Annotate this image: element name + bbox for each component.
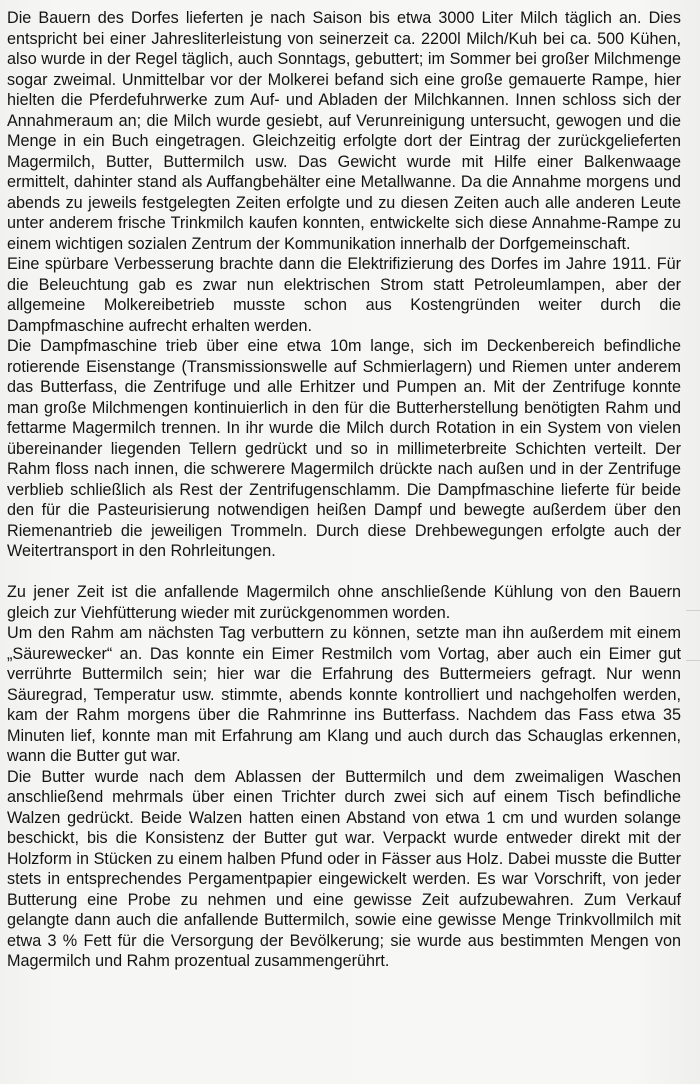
paragraph-milk-delivery: Die Bauern des Dorfes lieferten je nach Saison bis etwa 3000 Liter Milch täglich an. Dies entspricht bei einer Jahresliterleistung von seinerzeit ca. 2200l Milch/Kuh bei ca. 500 Kühen, also wurde in der Regel täglich, auch Sonntags, gebuttert; im Sommer bei großer Milchmenge sogar zweimal. Unmittelbar vor der Molkerei befand sich eine große gemauerte Rampe, hier hielten die Pferdefuhrwerke zum Auf- und Abladen der Milchkannen. Innen schloss sich der Annahmeraum an; die Milch wurde gesiebt, auf Verunreinigung untersucht, gewogen und die Menge in ein Buch eingetragen. Gleichzeitig erfolgte dort der Eintrag der zurückgelieferten Magermilch, Butter, Buttermilch usw. Das Gewicht wurde mit Hilfe einer Balkenwaage ermittelt, dahinter stand als Auffangbehälter eine Metallwanne. Da die Annahme morgens und abends zu jeweils festgelegten Zeiten erfolgte und zu diesen Zeiten auch alle anderen Leute unter anderem frische Trinkmilch kaufen konnten, entwickelte sich diese Annahme-Rampe zu einem wichtigen sozialen Zentrum der Kommunikation innerhalb der Dorfgemeinschaft. <box>7 9 681 253</box>
paragraph-electrification: Eine spürbare Verbesserung brachte dann die Elektrifizierung des Dorfes im Jahre 1911. Für die Beleuchtung gab es zwar nun elektrischen Strom statt Petroleumlampen, aber der allgemeine Molkereibetrieb musste schon aus Kostengründen weiter durch die Dampfmaschine aufrecht erhalten werden. <box>7 255 681 335</box>
paragraph-gap <box>7 562 681 583</box>
paragraph-cream-souring: Um den Rahm am nächsten Tag verbuttern zu können, setzte man ihn außerdem mit einem „Säurewecker“ an. Das konnte ein Eimer Restmilch vom Vortag, aber auch ein Eimer gut verrührte Buttermilch sein; hier war die Erfahrung des Buttermeiers gefragt. Nur wenn Säuregrad, Temperatur usw. stimmte, abends konnte kontrolliert und nachgeholfen werden, kam der Rahm morgens über die Rahmrinne ins Butterfass. Nachdem das Fass etwa 35 Minuten lief, konnte man mit Erfahrung am Klang und auch durch das Schauglas erkennen, wann die Butter gut war. <box>7 624 681 765</box>
paragraph-skim-milk: Zu jener Zeit ist die anfallende Magermilch ohne anschließende Kühlung von den Bauern gleich zur Viehfütterung wieder mit zurückgenommen worden. <box>7 583 681 622</box>
scan-margin-mark <box>686 610 700 611</box>
body-text <box>7 8 681 972</box>
scan-margin-mark <box>686 660 700 661</box>
paragraph-butter-processing: Die Butter wurde nach dem Ablassen der Buttermilch und dem zweimaligen Waschen anschließend mehrmals über einen Trichter durch zwei sich auf einem Tisch befindliche Walzen gedrückt. Beide Walzen hatten einen Abstand von etwa 1 cm und wurden solange beschickt, bis die Konsistenz der Butter gut war. Verpackt wurde entweder direkt mit der Holzform in Stücken zu einem halben Pfund oder in Fässer aus Holz. Dabei musste die Butter stets in entsprechendes Pergamentpapier eingewickelt werden. Es war Vorschrift, von jeder Butterung eine Probe zu nehmen und eine gewisse Zeit aufzubewahren. Zum Verkauf gelangte dann auch die anfallende Buttermilch, sowie eine gewisse Menge Trinkvollmilch mit etwa 3 % Fett für die Versorgung der Bevölkerung; sie wurde aus bestimmten Mengen von Magermilch und Rahm prozentual zusammengerührt. <box>7 767 681 970</box>
paragraph-steam-engine: Die Dampfmaschine trieb über eine etwa 10m lange, sich im Deckenbereich befindliche rotierende Eisenstange (Transmissionswelle auf Schmierlagern) und Riemen unter anderem das Butterfass, die Zentrifuge und alle Erhitzer und Pumpen an. Mit der Zentrifuge konnte man große Milchmengen kontinuierlich in den für die Butterherstellung benötigten Rahm und fettarme Magermilch trennen. In ihr wurde die Milch durch Rotation in ein System von vielen übereinander liegenden Tellern gedrückt und so in millimeterbreite Schichten verteilt. Der Rahm floss nach innen, die schwerere Magermilch drückte nach außen und in der Zentrifuge verblieb schließlich als Rest der Zentrifugenschlamm. Die Dampfmaschine lieferte für beide den für die Pasteurisierung notwendigen heißen Dampf und bewegte außerdem über den Riemenantrieb die jeweiligen Trommeln. Durch diese Drehbewegungen erfolgte auch der Weitertransport in den Rohrleitungen. <box>7 337 681 560</box>
